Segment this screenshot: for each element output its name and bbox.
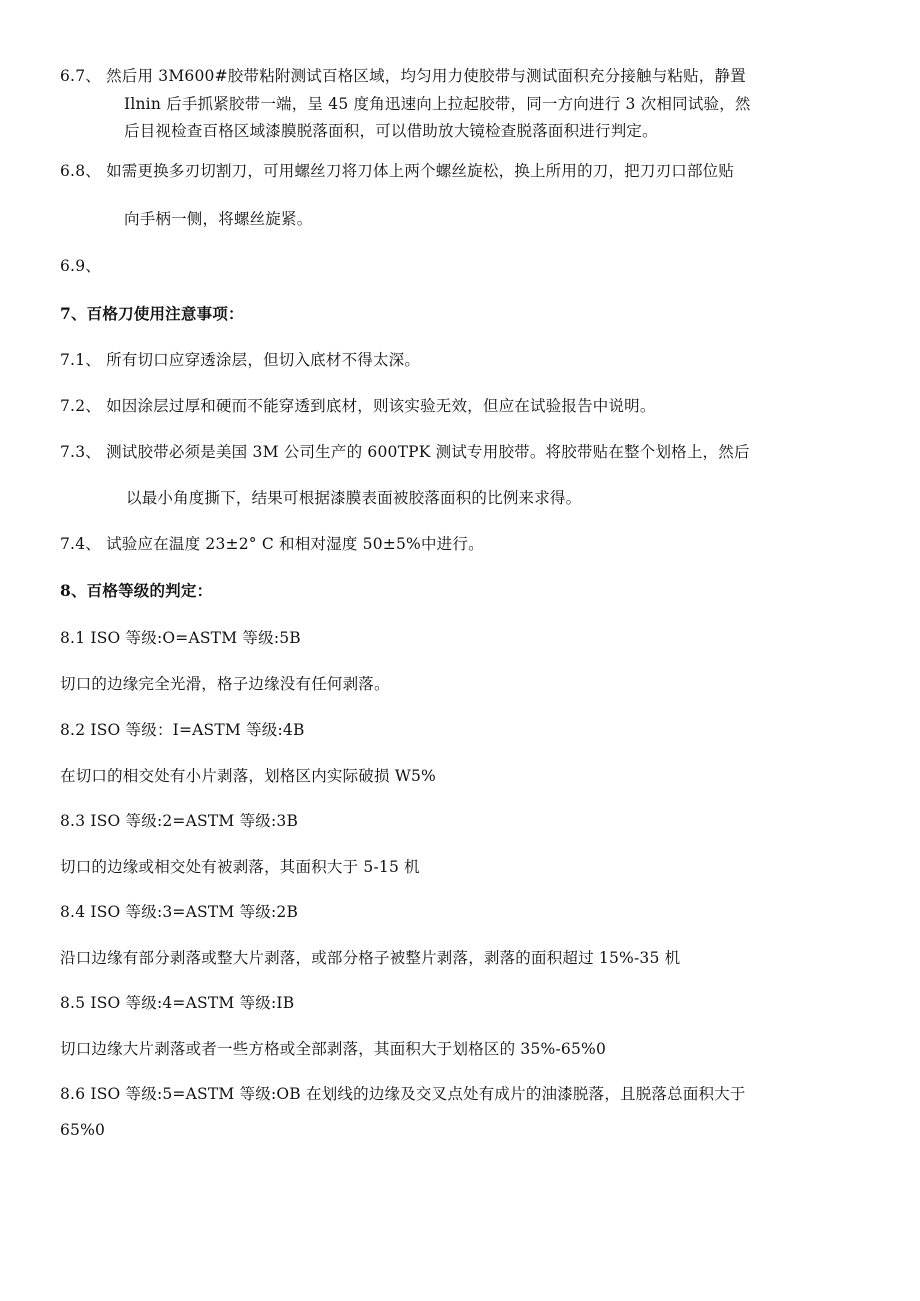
para-7-3-line-2: 以最小角度撕下，结果可根据漆膜表面被胶落面积的比例来求得。 xyxy=(126,489,582,507)
para-6-7-line-3: 后目视检查百格区域漆膜脱落面积，可以借助放大镜检查脱落面积进行判定。 xyxy=(124,122,658,140)
para-6-7-line-1: 6.7、 然后用 3M600#胶带粘附测试百格区域，均匀用力使胶带与测试面积充分接触与粘贴，静置 xyxy=(60,67,746,85)
para-6-8-line-2: 向手柄一侧，将螺丝旋紧。 xyxy=(124,210,313,228)
para-7-3-line-1: 7.3、 测试胶带必须是美国 3M 公司生产的 600TPK 测试专用胶带。将胶带贴在整个划格上，然后 xyxy=(60,443,750,461)
grade-8-5-title: 8.5 ISO 等级:4=ASTM 等级:IB xyxy=(60,994,295,1012)
grade-8-2-title: 8.2 ISO 等级：I=ASTM 等级:4B xyxy=(60,721,305,739)
section-8-heading: 8、百格等级的判定： xyxy=(60,581,213,600)
section-7-heading: 7、百格刀使用注意事项： xyxy=(60,304,244,323)
grade-8-6-line-2: 65%0 xyxy=(60,1121,106,1139)
grade-8-1-title: 8.1 ISO 等级:O=ASTM 等级:5B xyxy=(60,629,301,647)
para-7-4: 7.4、 试验应在温度 23±2° C 和相对湿度 50±5%中进行。 xyxy=(60,535,484,553)
grade-8-1-desc: 切口的边缘完全光滑，格子边缘没有任何剥落。 xyxy=(60,675,390,693)
para-7-1: 7.1、 所有切口应穿透涂层，但切入底材不得太深。 xyxy=(60,351,421,369)
grade-8-5-desc: 切口边缘大片剥落或者一些方格或全部剥落，其面积大于划格区的 35%-65%0 xyxy=(60,1040,607,1058)
grade-8-4-title: 8.4 ISO 等级:3=ASTM 等级:2B xyxy=(60,903,299,921)
grade-8-6-line-1: 8.6 ISO 等级:5=ASTM 等级:OB 在划线的边缘及交叉点处有成片的油漆脱落，且脱落总面积大于 xyxy=(60,1085,746,1103)
grade-8-3-title: 8.3 ISO 等级:2=ASTM 等级:3B xyxy=(60,812,299,830)
para-6-7-line-2: Ilnin 后手抓紧胶带一端，呈 45 度角迅速向上拉起胶带，同一方向进行 3 次相同试验，然 xyxy=(124,95,751,113)
para-7-2: 7.2、 如因涂层过厚和硬而不能穿透到底材，则该实验无效，但应在试验报告中说明。 xyxy=(60,397,656,415)
grade-8-3-desc: 切口的边缘或相交处有被剥落，其面积大于 5-15 机 xyxy=(60,858,420,876)
grade-8-2-desc: 在切口的相交处有小片剥落，划格区内实际破损 W5% xyxy=(60,767,436,785)
para-6-9: 6.9、 xyxy=(60,257,101,275)
para-6-8-line-1: 6.8、 如需更换多刃切割刀，可用螺丝刀将刀体上两个螺丝旋松，换上所用的刀，把刀刃口部位贴 xyxy=(60,162,735,180)
grade-8-4-desc: 沿口边缘有部分剥落或整大片剥落，或部分格子被整片剥落，剥落的面积超过 15%-35 机 xyxy=(60,949,681,967)
